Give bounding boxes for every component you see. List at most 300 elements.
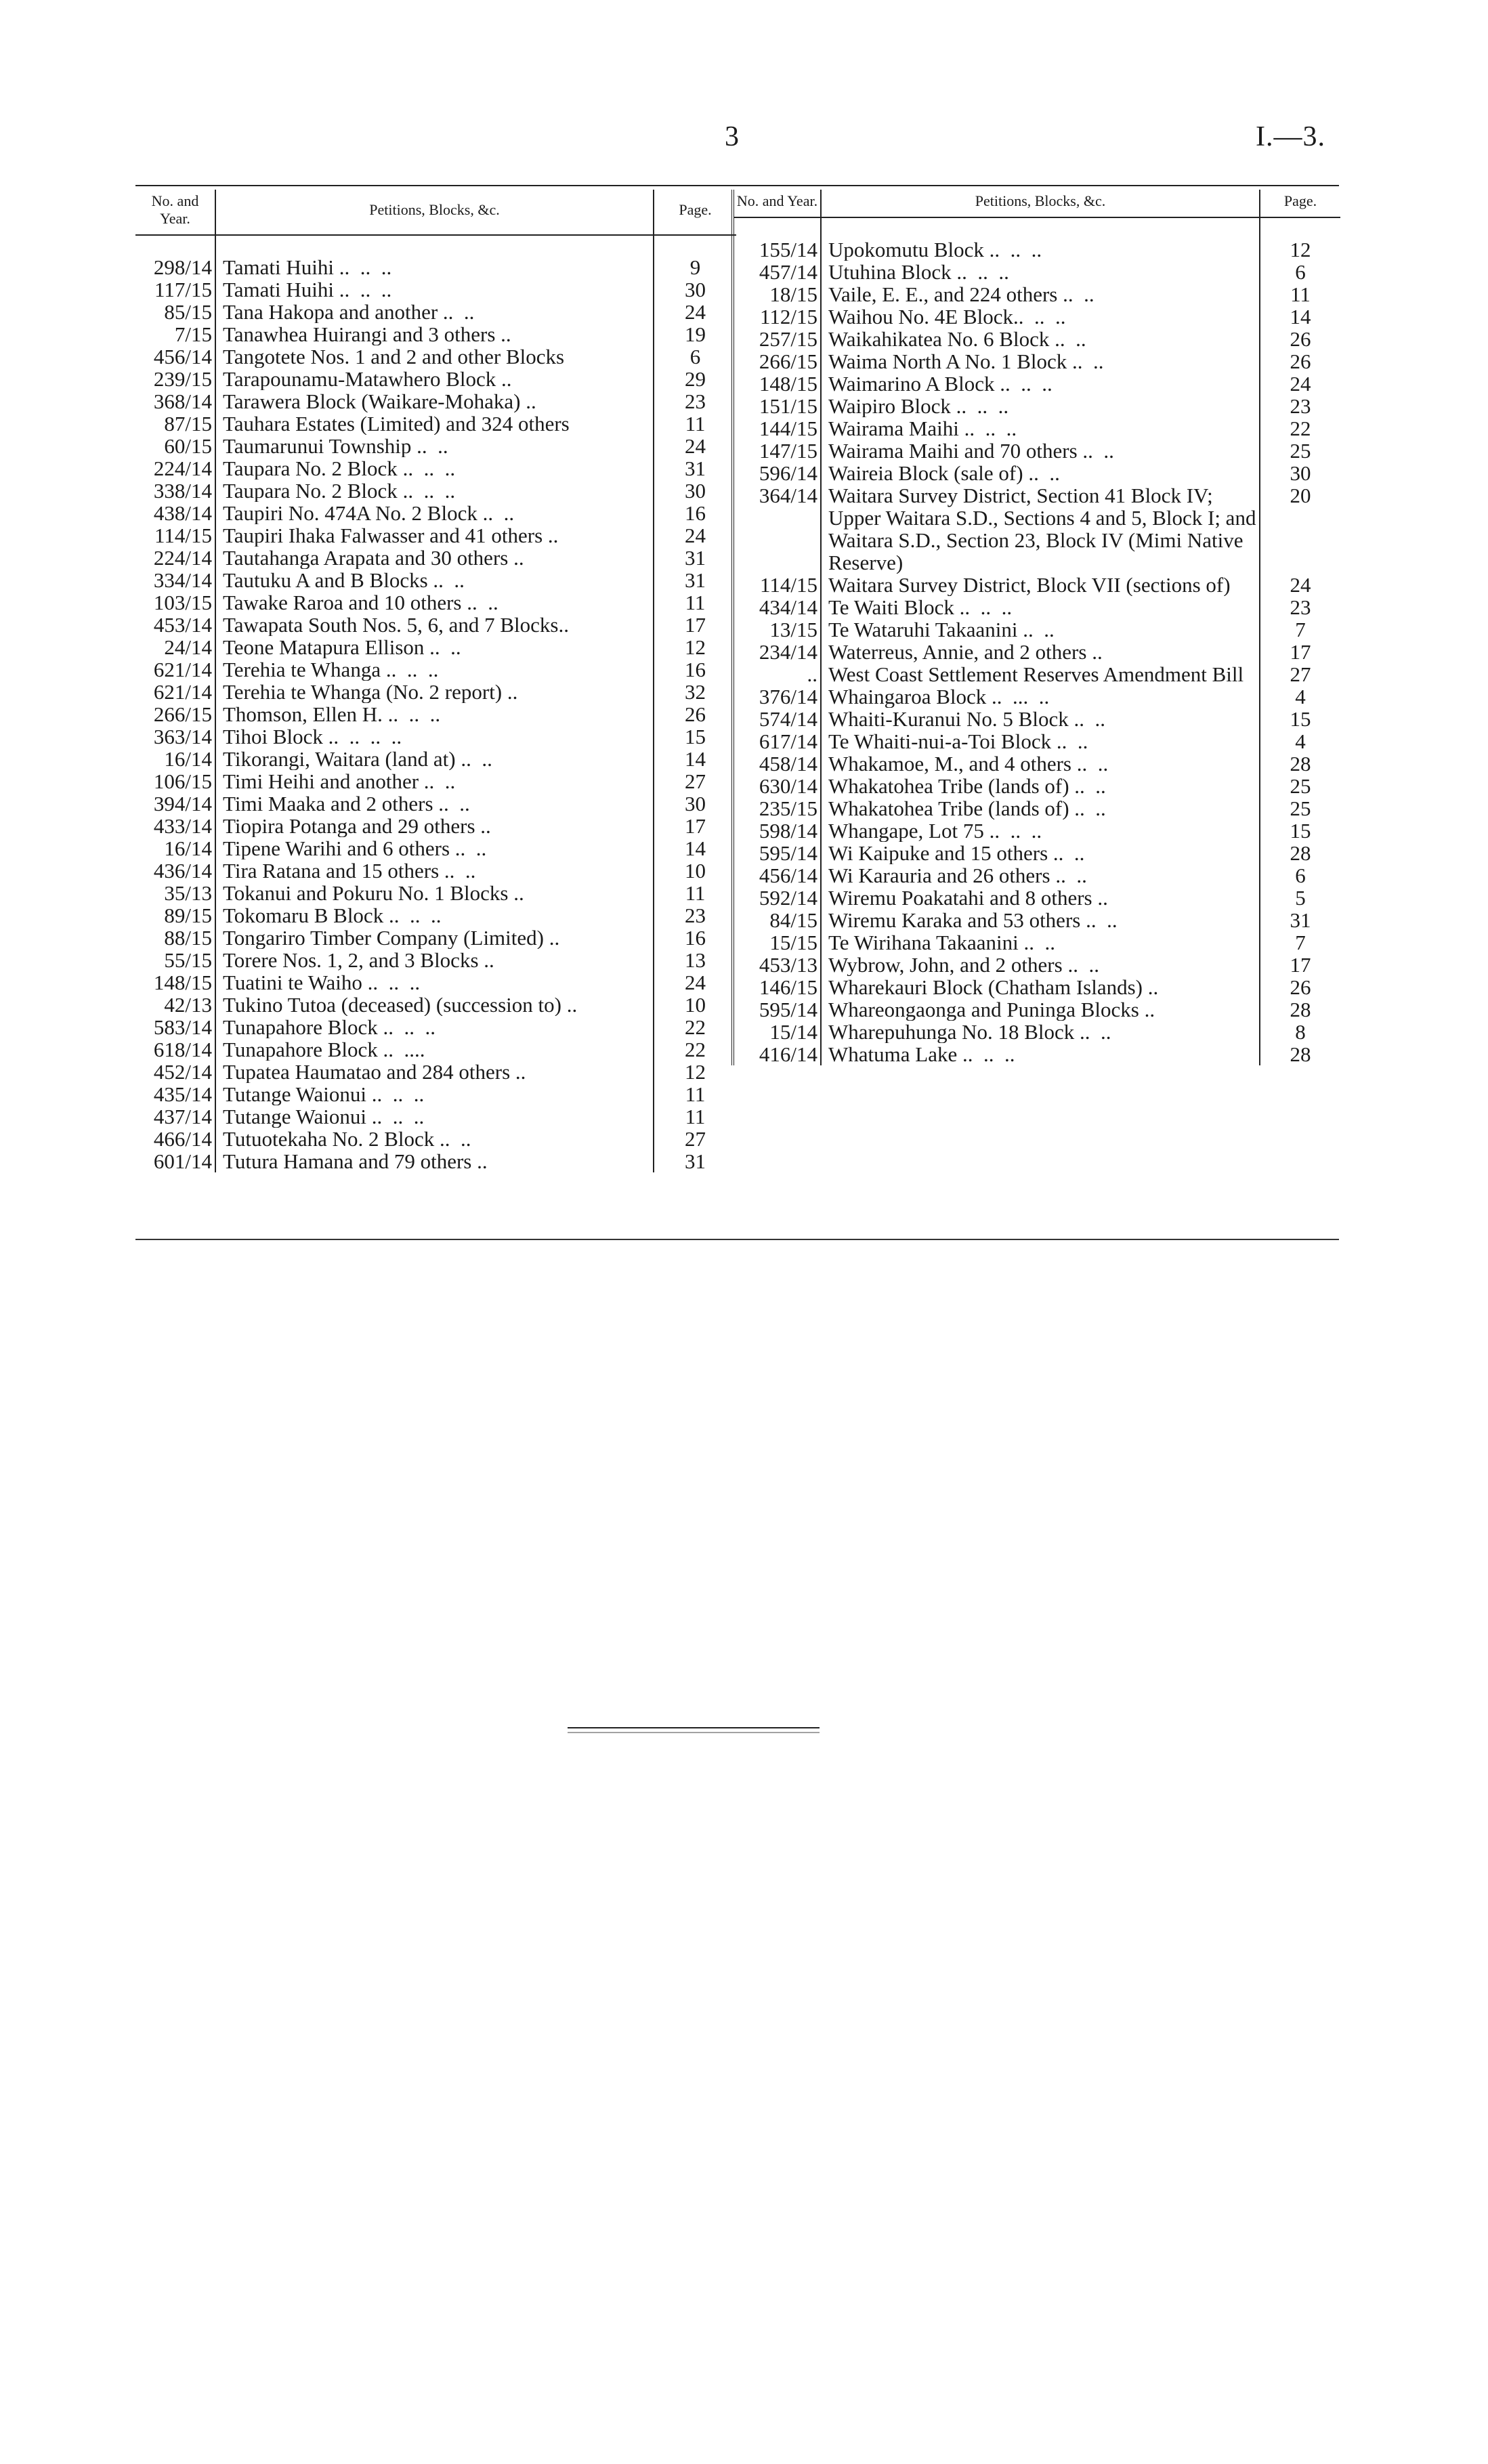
leader-dots: .. .. <box>411 435 448 457</box>
entry-page: 23 <box>1260 596 1340 618</box>
leader-dots: .. <box>1139 998 1155 1021</box>
entry-name: Tawake Raroa and 10 others <box>223 591 462 614</box>
entry-number: 224/14 <box>135 547 215 569</box>
entry-name: Taupiri No. 474A No. 2 Block <box>223 502 477 524</box>
table-row <box>733 417 1340 440</box>
leader-dots: .. .. <box>1068 708 1105 730</box>
entry-number: 266/15 <box>135 703 215 725</box>
entry-name: Whaingaroa Block <box>828 685 987 708</box>
entry-number: 42/13 <box>135 994 215 1016</box>
entry-title <box>215 748 654 770</box>
leader-dots: .. .. <box>1062 954 1099 976</box>
index-table-right <box>731 190 1340 1065</box>
entry-page: 4 <box>1260 730 1340 752</box>
entry-page: 30 <box>654 278 736 301</box>
leader-dots: .. ... .. <box>986 685 1050 708</box>
table-row <box>135 547 736 569</box>
table-row <box>135 949 736 971</box>
entry-number: 598/14 <box>733 820 821 842</box>
entry-number: 596/14 <box>733 462 821 484</box>
col-header-page: Page. <box>1260 190 1340 217</box>
table-bottom-rule <box>135 1238 1339 1242</box>
entry-title <box>215 904 654 927</box>
entry-name: Tutange Waionui <box>223 1105 366 1128</box>
col-header-no-year: No. and Year. <box>135 190 215 235</box>
table-row <box>135 815 736 837</box>
entry-name: Waihou No. 4E Block <box>828 305 1014 328</box>
entry-name: Waireia Block (sale of) <box>828 462 1023 484</box>
page-number: 3 <box>725 121 739 152</box>
entry-name: Whakatohea Tribe (lands of) <box>828 775 1069 797</box>
table-row <box>135 569 736 591</box>
table-row <box>135 859 736 882</box>
entry-title <box>821 909 1260 931</box>
entry-page: 12 <box>1260 217 1340 261</box>
entry-page: 15 <box>1260 820 1340 842</box>
entry-page: 26 <box>654 703 736 725</box>
table-row <box>733 462 1340 484</box>
entry-name: Tupatea Haumatao and 284 others <box>223 1061 511 1083</box>
entry-number: 114/15 <box>135 524 215 547</box>
leader-dots: .. .. .. <box>366 1105 425 1128</box>
entry-page: 8 <box>1260 1021 1340 1043</box>
entry-title <box>821 685 1260 708</box>
leader-dots: .. .. <box>1069 797 1106 820</box>
table-row <box>135 524 736 547</box>
leader-dots: .. .... <box>377 1038 425 1061</box>
entry-number: 574/14 <box>733 708 821 730</box>
entry-number: 60/15 <box>135 435 215 457</box>
entry-name: Waitara Survey District, Section 41 Block IV; Upper Waitara S.D., Sections 4 and 5, Block I; and Waitara S.D., Section 23, Block IV (Mimi Native Reserve) <box>828 484 1256 574</box>
leader-dots: .. <box>510 1061 526 1083</box>
table-row <box>733 998 1340 1021</box>
entry-number: 24/14 <box>135 636 215 658</box>
entry-title <box>821 462 1260 484</box>
entry-title <box>215 681 654 703</box>
entry-title <box>821 864 1260 887</box>
entry-title <box>215 323 654 345</box>
entry-title <box>821 484 1260 574</box>
entry-page: 12 <box>654 636 736 658</box>
entry-title <box>821 976 1260 998</box>
table-row <box>135 971 736 994</box>
table-row <box>135 837 736 859</box>
entry-title <box>215 412 654 435</box>
table-row <box>135 301 736 323</box>
entry-name: Tikorangi, Waitara (land at) <box>223 748 456 770</box>
entry-number: 87/15 <box>135 412 215 435</box>
leader-dots: .. .. <box>455 748 492 770</box>
entry-page: 31 <box>654 457 736 480</box>
entry-name: Whakatohea Tribe (lands of) <box>828 797 1069 820</box>
leader-dots: .. <box>471 1150 488 1172</box>
entry-name: Tamati Huihi <box>223 255 334 278</box>
entry-number: 88/15 <box>135 927 215 949</box>
table-row <box>733 730 1340 752</box>
leader-dots: .. .. .. <box>334 255 392 278</box>
entry-number: 298/14 <box>135 235 215 278</box>
leader-dots: .. .. <box>1069 775 1106 797</box>
entry-page: 10 <box>654 994 736 1016</box>
entry-number: 595/14 <box>733 998 821 1021</box>
leader-dots: .. .. .. <box>983 238 1042 261</box>
table-row <box>135 278 736 301</box>
entry-number: 438/14 <box>135 502 215 524</box>
entry-name: Tipene Warihi and 6 others <box>223 837 450 859</box>
table-row <box>733 663 1340 685</box>
entry-page: 12 <box>654 1061 736 1083</box>
entry-title <box>821 1043 1260 1065</box>
table-row <box>733 820 1340 842</box>
entry-name: Tamati Huihi <box>223 278 334 301</box>
entry-number: 363/14 <box>135 725 215 748</box>
leader-dots: .. .. <box>427 569 465 591</box>
entry-name: Te Waiti Block <box>828 596 954 618</box>
entry-title <box>215 949 654 971</box>
leader-dots: .. .. <box>433 792 470 815</box>
entry-title <box>215 278 654 301</box>
table-row <box>135 435 736 457</box>
entry-name: Wairama Maihi and 70 others <box>828 440 1078 462</box>
entry-number: 16/14 <box>135 748 215 770</box>
leader-dots: .. .. .. <box>334 278 392 301</box>
header-row <box>135 190 736 235</box>
leader-dots: .. .. <box>438 301 475 323</box>
entry-page: 17 <box>1260 954 1340 976</box>
entry-title <box>821 641 1260 663</box>
entry-number: 583/14 <box>135 1016 215 1038</box>
table-row <box>135 1105 736 1128</box>
table-row <box>733 618 1340 641</box>
entry-title <box>821 775 1260 797</box>
entry-number: 394/14 <box>135 792 215 815</box>
entry-page: 17 <box>654 815 736 837</box>
entry-number: 35/13 <box>135 882 215 904</box>
entry-number: 114/15 <box>733 574 821 596</box>
leader-dots: .. .. .. <box>377 1016 435 1038</box>
entry-page: 28 <box>1260 842 1340 864</box>
entry-title <box>215 927 654 949</box>
entry-title <box>215 235 654 278</box>
entry-name: Tokomaru B Block <box>223 904 384 927</box>
entry-title <box>215 390 654 412</box>
table-row <box>135 323 736 345</box>
entry-name: Tarapounamu-Matawhero Block <box>223 368 496 390</box>
table-row <box>135 614 736 636</box>
entry-name: Te Wirihana Takaanini <box>828 931 1019 954</box>
entry-number: 16/14 <box>135 837 215 859</box>
entry-title <box>821 618 1260 641</box>
entry-name: Upokomutu Block <box>828 238 984 261</box>
entry-page: 11 <box>654 591 736 614</box>
entry-name: Tunapahore Block <box>223 1038 378 1061</box>
entry-number: 376/14 <box>733 685 821 708</box>
entry-number: 601/14 <box>135 1150 215 1172</box>
table-row <box>135 345 736 368</box>
entry-name: Utuhina Block <box>828 261 952 283</box>
entry-name: Whaiti-Kuranui No. 5 Block <box>828 708 1069 730</box>
table-row <box>733 708 1340 730</box>
leader-dots: .. .. <box>424 636 461 658</box>
table-row <box>733 641 1340 663</box>
leader-dots: .. .. .. <box>983 820 1042 842</box>
entry-title <box>215 524 654 547</box>
col-header-page: Page. <box>654 190 736 235</box>
entry-number: 456/14 <box>135 345 215 368</box>
table-row <box>733 1043 1340 1065</box>
entry-name: Tanawhea Huirangi and 3 others <box>223 323 496 345</box>
entry-name: Tiopira Potanga and 29 others <box>223 815 475 837</box>
leader-dots: .. <box>520 390 536 412</box>
entry-number: 334/14 <box>135 569 215 591</box>
table-row <box>733 752 1340 775</box>
entry-name: Waima North A No. 1 Block <box>828 350 1067 373</box>
entry-number: 15/14 <box>733 1021 821 1043</box>
entry-page: 14 <box>654 837 736 859</box>
entry-name: Terehia te Whanga <box>223 658 381 681</box>
entry-title <box>215 725 654 748</box>
table-row <box>135 927 736 949</box>
entry-page: 6 <box>654 345 736 368</box>
table-row <box>135 658 736 681</box>
entry-title <box>215 882 654 904</box>
leader-dots: .. .. <box>477 502 515 524</box>
entry-page: 11 <box>654 412 736 435</box>
entry-title <box>821 261 1260 283</box>
section-end-rule <box>568 1726 820 1735</box>
entry-page: 25 <box>1260 797 1340 820</box>
table-row <box>733 440 1340 462</box>
entry-name: Tunapahore Block <box>223 1016 378 1038</box>
entry-page: 32 <box>654 681 736 703</box>
entry-page: 14 <box>1260 305 1340 328</box>
entry-title <box>821 328 1260 350</box>
leader-dots: .. .. .. <box>950 395 1009 417</box>
table-row <box>733 775 1340 797</box>
entry-number: 621/14 <box>135 658 215 681</box>
leader-dots: .. <box>558 614 569 636</box>
entry-number: 148/15 <box>135 971 215 994</box>
leader-dots: .. .. <box>1077 440 1114 462</box>
table-row <box>135 235 736 278</box>
leader-dots: .. .. <box>419 770 456 792</box>
table-row <box>733 909 1340 931</box>
entry-title <box>215 1061 654 1083</box>
entry-name: Tuatini te Waiho <box>223 971 362 994</box>
entry-title <box>821 217 1260 261</box>
entry-title <box>215 837 654 859</box>
entry-number: 618/14 <box>135 1038 215 1061</box>
entry-number: 466/14 <box>135 1128 215 1150</box>
col-header-no-year: No. and Year. <box>733 190 821 217</box>
entry-title <box>215 1150 654 1172</box>
entry-page: 26 <box>1260 350 1340 373</box>
entry-number: 257/15 <box>733 328 821 350</box>
leader-dots: .. .. <box>461 591 498 614</box>
leader-dots: .. .. <box>1057 283 1094 305</box>
entry-name: Timi Heihi and another <box>223 770 419 792</box>
entry-page: 11 <box>654 882 736 904</box>
entry-page: 6 <box>1260 864 1340 887</box>
col-header-petitions: Petitions, Blocks, &c. <box>215 190 654 235</box>
entry-number: 457/14 <box>733 261 821 283</box>
leader-dots: .. .. .. <box>381 658 439 681</box>
leader-dots: .. <box>502 681 518 703</box>
table-row <box>733 261 1340 283</box>
entry-name: Tarawera Block (Waikare-Mohaka) <box>223 390 521 412</box>
leader-dots: .. .. .. <box>954 596 1013 618</box>
entry-title <box>821 395 1260 417</box>
table-row <box>135 703 736 725</box>
entry-page: 24 <box>654 971 736 994</box>
entry-page: 6 <box>1260 261 1340 283</box>
entry-name: Tutange Waionui <box>223 1083 366 1105</box>
entry-name: Waterreus, Annie, and 2 others <box>828 641 1087 663</box>
leader-dots: .. .. <box>1050 864 1087 887</box>
entry-number: 456/14 <box>733 864 821 887</box>
index-table-left <box>135 190 736 1172</box>
entry-title <box>821 596 1260 618</box>
entry-name: Wairama Maihi <box>828 417 959 440</box>
entry-page: 15 <box>1260 708 1340 730</box>
leader-dots: .. .. <box>1023 462 1060 484</box>
leader-dots: .. <box>543 927 560 949</box>
entry-page: 5 <box>1260 887 1340 909</box>
leader-dots: .. .. .. .. <box>322 725 402 748</box>
table-row <box>135 412 736 435</box>
entry-name: Wi Karauria and 26 others <box>828 864 1050 887</box>
entry-page: 7 <box>1260 931 1340 954</box>
entry-title <box>215 770 654 792</box>
entry-number: 84/15 <box>733 909 821 931</box>
leader-dots: .. <box>475 815 491 837</box>
entry-number: 453/14 <box>135 614 215 636</box>
entry-name: Waikahikatea No. 6 Block <box>828 328 1050 350</box>
table-row <box>733 484 1340 574</box>
leader-dots: .. .. .. <box>382 703 441 725</box>
entry-page: 28 <box>1260 998 1340 1021</box>
leader-dots: .. .. .. <box>958 417 1017 440</box>
entry-number: 7/15 <box>135 323 215 345</box>
entry-number: 15/15 <box>733 931 821 954</box>
entry-number: 148/15 <box>733 373 821 395</box>
entry-title <box>215 636 654 658</box>
leader-dots: .. .. <box>1049 328 1086 350</box>
leader-dots: .. .. .. <box>951 261 1009 283</box>
entry-name: Vaile, E. E., and 224 others <box>828 283 1058 305</box>
table-row <box>733 931 1340 954</box>
entry-page: 24 <box>654 435 736 457</box>
table-row <box>135 681 736 703</box>
entry-page: 31 <box>1260 909 1340 931</box>
table-row <box>733 1021 1340 1043</box>
entry-name: Tira Ratana and 15 others <box>223 859 440 882</box>
entry-page: 31 <box>654 547 736 569</box>
entry-page: 30 <box>1260 462 1340 484</box>
entry-page: 23 <box>1260 395 1340 417</box>
entry-page: 25 <box>1260 440 1340 462</box>
leader-dots: .. .. <box>434 1128 471 1150</box>
entry-name: Wi Kaipuke and 15 others <box>828 842 1048 864</box>
leader-dots: .. .. <box>1017 618 1055 641</box>
leader-dots: .. .. .. <box>397 457 456 480</box>
entry-number: 592/14 <box>733 887 821 909</box>
leader-dots: .. .. <box>439 859 476 882</box>
table-row <box>135 882 736 904</box>
table-row <box>135 994 736 1016</box>
entry-page: 10 <box>654 859 736 882</box>
table-row <box>135 1038 736 1061</box>
entry-name: Teone Matapura Ellison <box>223 636 425 658</box>
table-row <box>135 502 736 524</box>
entry-name: Te Wataruhi Takaanini <box>828 618 1018 641</box>
entry-page: 26 <box>1260 328 1340 350</box>
leader-dots: .. .. .. <box>994 373 1053 395</box>
entry-title <box>821 574 1260 596</box>
leader-dots: .. <box>543 524 559 547</box>
table-row <box>733 328 1340 350</box>
entry-number: 338/14 <box>135 480 215 502</box>
leader-dots: .. .. <box>1080 909 1118 931</box>
entry-title <box>215 301 654 323</box>
entry-page: 11 <box>1260 283 1340 305</box>
leader-dots: .. .. <box>1067 350 1104 373</box>
entry-title <box>215 457 654 480</box>
col-header-petitions: Petitions, Blocks, &c. <box>821 190 1260 217</box>
entry-number: 239/15 <box>135 368 215 390</box>
table-row <box>733 395 1340 417</box>
leader-dots: .. .. .. <box>366 1083 425 1105</box>
entry-page: 28 <box>1260 752 1340 775</box>
leader-dots: .. <box>561 994 578 1016</box>
table-row <box>135 591 736 614</box>
table-row <box>733 797 1340 820</box>
leader-dots: .. <box>496 368 512 390</box>
entry-page: 20 <box>1260 484 1340 574</box>
leader-dots: .. <box>1143 976 1159 998</box>
entry-number: 13/15 <box>733 618 821 641</box>
entry-name: Wharekauri Block (Chatham Islands) <box>828 976 1143 998</box>
table-row <box>135 368 736 390</box>
leader-dots: .. .. <box>1048 842 1085 864</box>
entry-page: 22 <box>654 1038 736 1061</box>
table-row <box>733 954 1340 976</box>
entry-page: 30 <box>654 480 736 502</box>
entry-title <box>215 792 654 815</box>
top-rule <box>135 184 1339 188</box>
entry-page: 7 <box>1260 618 1340 641</box>
entry-name: Whareongaonga and Puninga Blocks <box>828 998 1139 1021</box>
entry-title <box>215 345 654 368</box>
entry-name: Tihoi Block <box>223 725 323 748</box>
entry-number: 458/14 <box>733 752 821 775</box>
entry-number: 452/14 <box>135 1061 215 1083</box>
table-row <box>135 1128 736 1150</box>
entry-name: Tangotete Nos. 1 and 2 and other Blocks <box>223 345 565 368</box>
entry-title <box>215 502 654 524</box>
entry-name: Whakamoe, M., and 4 others <box>828 752 1071 775</box>
document-reference: I.—3. <box>1256 121 1325 152</box>
entry-number: 630/14 <box>733 775 821 797</box>
entry-name: Tutuotekaha No. 2 Block <box>223 1128 435 1150</box>
entry-title <box>215 1016 654 1038</box>
entry-number: 234/14 <box>733 641 821 663</box>
entry-name: Tauhara Estates (Limited) and 324 others <box>223 412 570 435</box>
table-row <box>733 574 1340 596</box>
entry-number: 147/15 <box>733 440 821 462</box>
entry-name: Taumarunui Township <box>223 435 412 457</box>
leader-dots: .. .. .. <box>957 1043 1015 1065</box>
